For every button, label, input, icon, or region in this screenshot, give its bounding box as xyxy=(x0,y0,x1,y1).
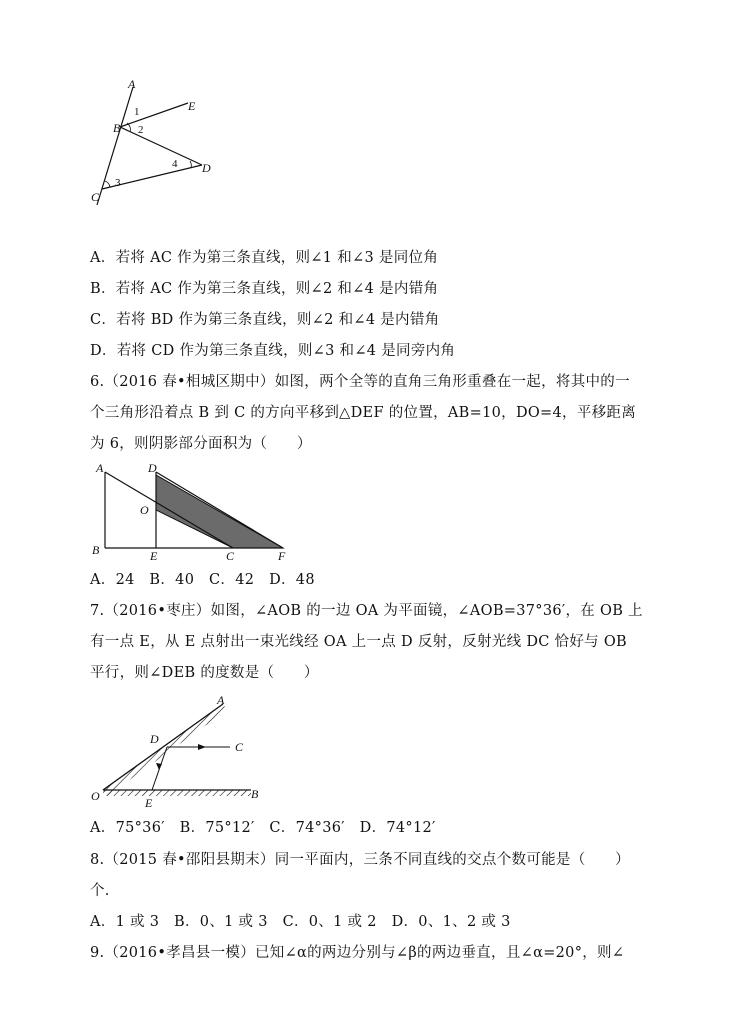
q7-label-c: C xyxy=(235,740,244,754)
q8-text-line-1: 8.（2015 春•邵阳县期末）同一平面内，三条不同直线的交点个数可能是（ ） xyxy=(90,852,630,868)
q8-options: A．1 或 3 B．0、1 或 3 C．0、1 或 2 D．0、1、2 或 3 xyxy=(90,914,511,930)
q5-option-c: C．若将 BD 作为第三条直线，则∠2 和∠4 是内错角 xyxy=(90,312,440,328)
q6-text-line-2: 个三角形沿着点 B 到 C 的方向平移到△DEF 的位置，AB=10，DO=4，平移距离 xyxy=(90,405,637,421)
q5-angle-1: 1 xyxy=(134,106,140,118)
q6-label-a: A xyxy=(96,461,104,475)
q5-label-c: C xyxy=(91,190,100,204)
q6-options: A．24 B．40 C．42 D．48 xyxy=(90,572,315,588)
q6-label-f: F xyxy=(278,549,286,563)
q5-figure xyxy=(80,75,230,215)
q7-label-b: B xyxy=(251,787,259,801)
q6-label-c: C xyxy=(226,549,235,563)
q7-label-o: O xyxy=(91,789,100,803)
q5-angle-2: 2 xyxy=(138,124,144,136)
q6-label-d: D xyxy=(148,461,157,475)
q6-figure xyxy=(88,460,298,565)
q5-option-d: D．若将 CD 作为第三条直线，则∠3 和∠4 是同旁内角 xyxy=(90,343,456,359)
q7-figure xyxy=(85,690,265,810)
q5-label-b: B xyxy=(113,121,121,135)
q6-text-line-1: 6.（2016 春•相城区期中）如图，两个全等的直角三角形重叠在一起，将其中的一 xyxy=(90,374,630,390)
q5-label-a: A xyxy=(128,77,136,91)
q5-option-b: B．若将 AC 作为第三条直线，则∠2 和∠4 是内错角 xyxy=(90,281,439,297)
q6-label-e: E xyxy=(150,549,158,563)
q7-text-line-2: 有一点 E，从 E 点射出一束光线经 OA 上一点 D 反射，反射光线 DC 恰好与 OB xyxy=(90,634,628,650)
q5-option-a: A．若将 AC 作为第三条直线，则∠1 和∠3 是同位角 xyxy=(90,250,439,266)
q5-angle-3: 3 xyxy=(115,177,121,189)
q6-label-b: B xyxy=(92,543,100,557)
q7-text-line-3: 平行，则∠DEB 的度数是（ ） xyxy=(90,665,319,681)
q7-text-line-1: 7.（2016•枣庄）如图，∠AOB 的一边 OA 为平面镜，∠AOB=37°36′，在 OB 上 xyxy=(90,603,643,619)
q7-label-a: A xyxy=(217,693,225,707)
q8-text-line-2: 个. xyxy=(90,883,110,899)
q6-label-o: O xyxy=(140,503,149,517)
q7-options: A．75°36′ B．75°12′ C．74°36′ D．74°12′ xyxy=(90,820,436,836)
q7-label-d: D xyxy=(150,732,159,746)
q5-angle-4: 4 xyxy=(172,158,178,170)
q9-text-line-1: 9.（2016•孝昌县一模）已知∠α的两边分别与∠β的两边垂直，且∠α=20°，则∠ xyxy=(90,945,625,961)
q7-label-e: E xyxy=(145,796,153,810)
q6-text-line-3: 为 6，则阴影部分面积为（ ） xyxy=(90,436,312,452)
q5-label-e: E xyxy=(188,99,196,113)
q5-label-d: D xyxy=(202,161,211,175)
